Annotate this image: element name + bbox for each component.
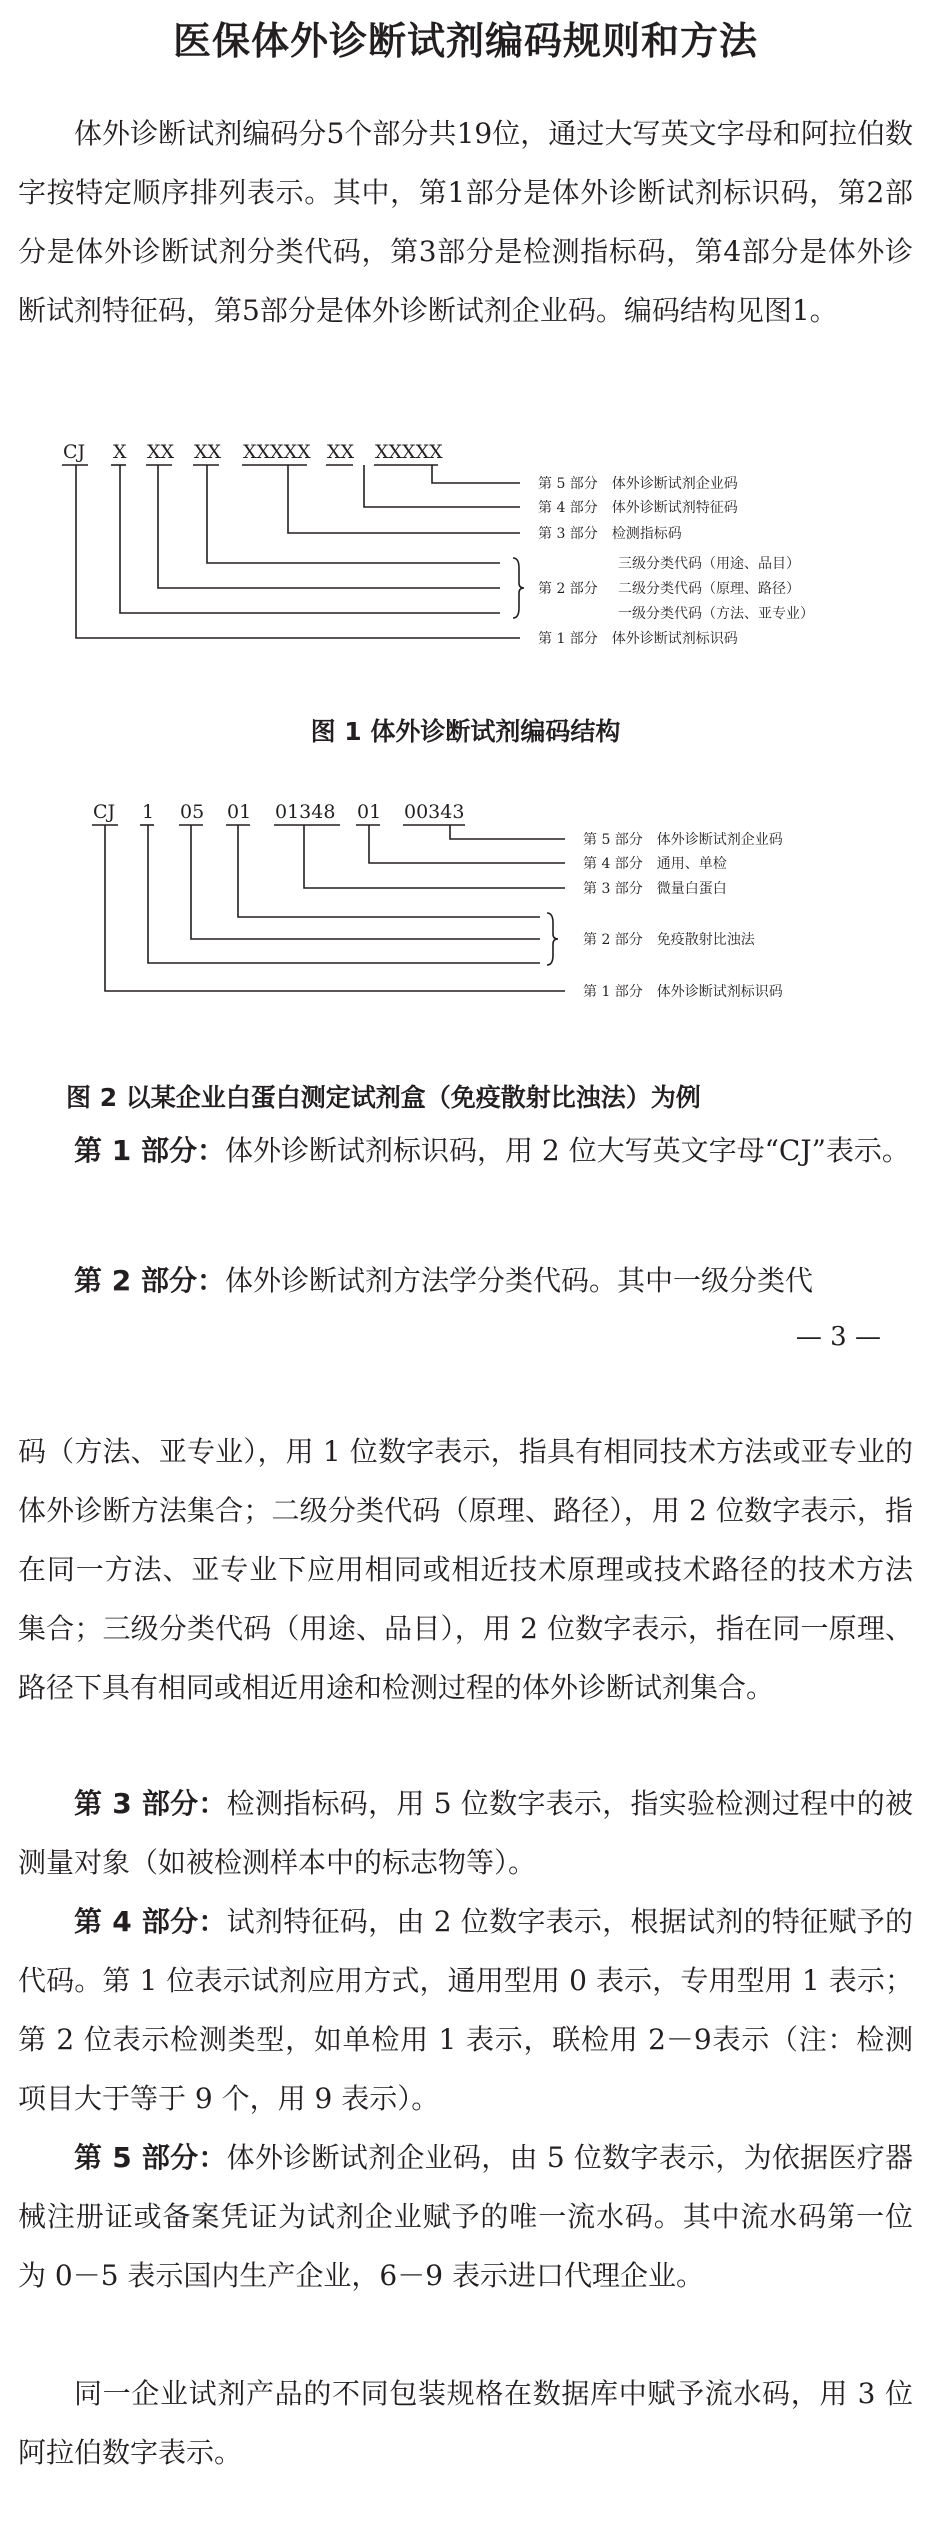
- part-3-paragraph: [18, 1774, 913, 1892]
- code-segment: 01: [227, 801, 252, 823]
- code-segment: CJ: [93, 801, 116, 823]
- part-2-paragraph-continued: 码（方法、亚专业），用 1 位数字表示，指具有相同技术方法或亚专业的体外诊断方法集合；二级分类代码（原理、路径），用 2 位数字表示，指在同一方法、亚专业下应用相同或相近技术原理或技术路径的技术方法集合；三级分类代码（用途、品目），用 2 位数字表示，指在同一原理、路径下具有相同或相近用途和检测过程的体外诊断试剂集合。: [18, 1435, 913, 1704]
- document-title: 医保体外诊断试剂编码规则和方法: [172, 19, 758, 63]
- code-segment: XXXXX: [243, 441, 311, 463]
- part-4-label: 第 4 部分：: [74, 1905, 227, 1938]
- figure-1-connector-lines: [62, 465, 524, 638]
- intro-paragraph: 体外诊断试剂编码分5个部分共19位，通过大写英文字母和阿拉伯数字按特定顺序排列表示。其中，第1部分是体外诊断试剂标识码，第2部分是体外诊断试剂分类代码，第3部分是检测指标码，第4部分是体外诊断试剂特征码，第5部分是体外诊断试剂企业码。编码结构见图1。: [18, 117, 913, 327]
- diagram-label: 第 3 部分 微量白蛋白: [583, 881, 727, 897]
- figure-2-connector-lines: [92, 825, 565, 991]
- code-segment: 1: [142, 801, 155, 823]
- code-segment: 01: [357, 801, 382, 823]
- code-segment: 00343: [404, 801, 465, 823]
- code-segment: XX: [194, 441, 222, 463]
- diagram-label: 二级分类代码（原理、路径）: [618, 581, 800, 597]
- part-2-text-start: 体外诊断试剂方法学分类代码。其中一级分类代: [224, 1264, 813, 1297]
- figure-1-caption: 图 1 体外诊断试剂编码结构: [310, 717, 621, 746]
- part-1-text: 体外诊断试剂标识码，用 2 位大写英文字母“CJ”表示。: [224, 1134, 910, 1167]
- code-segment: XX: [327, 441, 355, 463]
- diagram-label: 第 1 部分 体外诊断试剂标识码: [583, 984, 783, 1000]
- figure-1-codes: [63, 441, 443, 463]
- part-4-paragraph: [18, 1892, 913, 2128]
- figure-2-diagram: [0, 795, 931, 1025]
- code-segment: CJ: [63, 441, 86, 463]
- part-2-paragraph-start: [18, 1251, 913, 1310]
- part-2-label: 第 2 部分：: [74, 1264, 225, 1297]
- part-1-paragraph: [18, 1121, 913, 1180]
- part-3-text: 检测指标码，用 5 位数字表示，指实验检测过程中的被测量对象（如被检测样本中的标志物等）。: [18, 1787, 914, 1879]
- figure-1-labels: [538, 475, 814, 647]
- figure-2-caption: 图 2 以某企业白蛋白测定试剂盒（免疫散射比浊法）为例: [66, 1083, 701, 1112]
- diagram-label: 一级分类代码（方法、亚专业）: [618, 606, 814, 622]
- diagram-label: 第 4 部分 通用、单检: [583, 856, 727, 872]
- code-segment: 01348: [275, 801, 336, 823]
- code-segment: 05: [180, 801, 205, 823]
- part-5-text: 体外诊断试剂企业码，由 5 位数字表示，为依据医疗器械注册证或备案凭证为试剂企业赋予的唯一流水码。其中流水码第一位为 0－5 表示国内生产企业，6－9 表示进口代理企业。: [18, 2141, 914, 2292]
- figure-2-codes: [93, 801, 464, 823]
- part-3-label: 第 3 部分：: [74, 1787, 227, 1820]
- diagram-label: 第 1 部分 体外诊断试剂标识码: [538, 631, 738, 647]
- part-1-label: 第 1 部分：: [74, 1134, 225, 1167]
- page-number: — 3 —: [795, 1322, 881, 1352]
- part-5-paragraph: [18, 2128, 913, 2305]
- part-4-text: 试剂特征码，由 2 位数字表示，根据试剂的特征赋予的代码。第 1 位表示试剂应用方式，通用型用 0 表示，专用型用 1 表示；第 2 位表示检测类型，如单检用 1 表示，联检用 2－9表示（注：检测项目大于等于 9 个，用 9 表示）。: [18, 1905, 914, 2115]
- figure-2-labels: [583, 831, 783, 1000]
- diagram-label: 第 2 部分 免疫散射比浊法: [583, 932, 755, 948]
- diagram-label: 三级分类代码（用途、品目）: [618, 556, 800, 572]
- code-segment: XX: [147, 441, 175, 463]
- code-segment: X: [113, 441, 127, 463]
- diagram-label: 第 5 部分 体外诊断试剂企业码: [538, 476, 738, 492]
- diagram-label: 第 2 部分: [538, 581, 598, 597]
- diagram-label: 第 3 部分 检测指标码: [538, 526, 682, 542]
- part-5-label: 第 5 部分：: [74, 2141, 227, 2174]
- figure-1-diagram: [0, 435, 931, 665]
- diagram-label: 第 4 部分 体外诊断试剂特征码: [538, 500, 738, 516]
- closing-paragraph: 同一企业试剂产品的不同包装规格在数据库中赋予流水码，用 3 位阿拉伯数字表示。: [18, 2377, 913, 2469]
- code-segment: XXXXX: [375, 441, 443, 463]
- diagram-label: 第 5 部分 体外诊断试剂企业码: [583, 832, 783, 848]
